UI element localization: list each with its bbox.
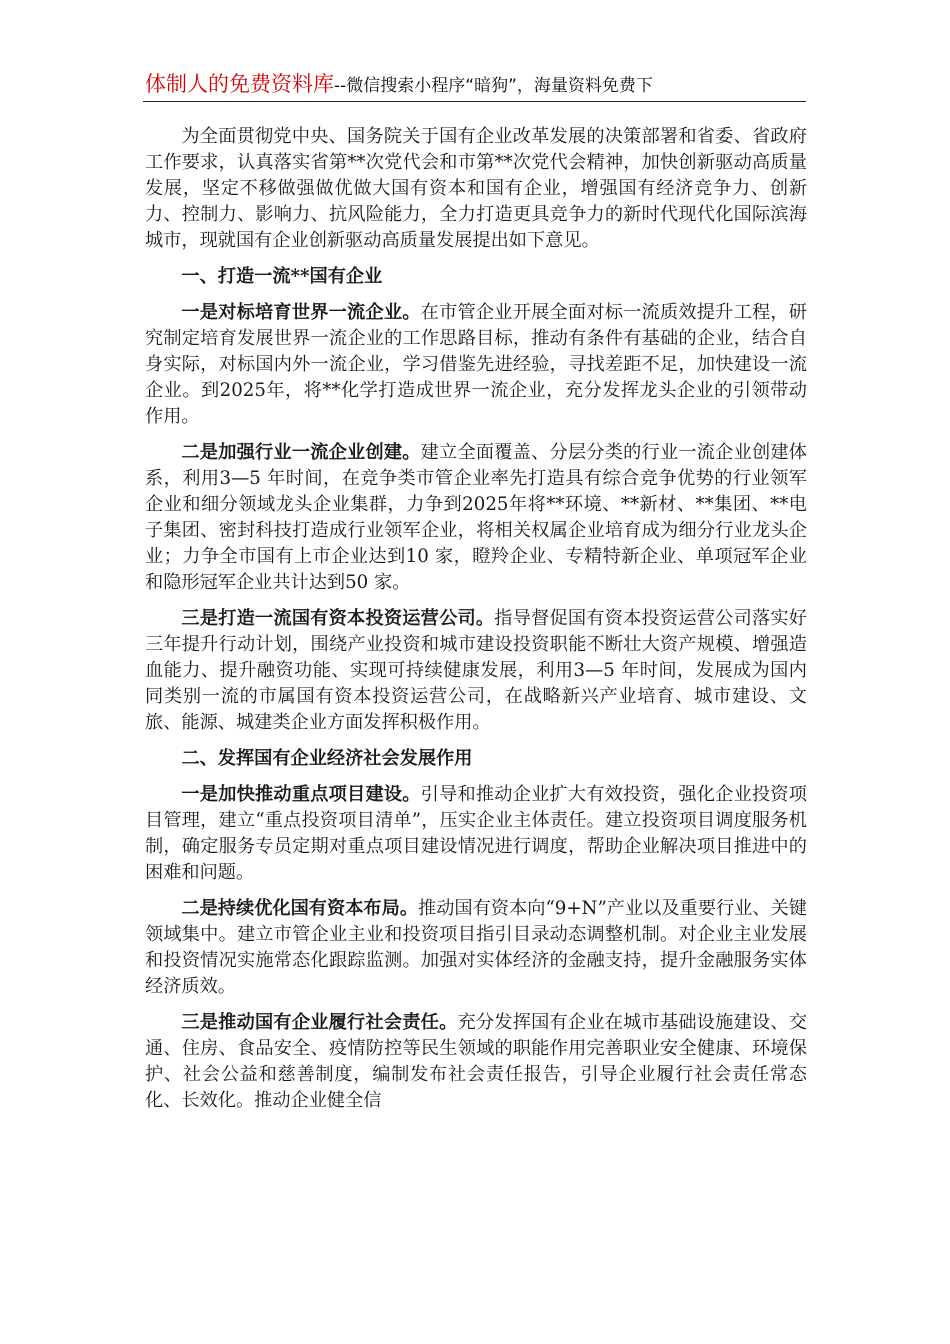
- section-item: [145, 440, 807, 596]
- section-item: [145, 896, 807, 1000]
- item-text: 建立全面覆盖、分层分类的行业一流企业创建体系，利用3—5 年时间，在竞争类市管企业率先打造具有综合竞争优势的行业领军企业和细分领域龙头企业集群，力争到2025年将**环境、**新材、**集团、**电子集团、密封科技打造成行业领军企业，将相关权属企业培育成为细分行业龙头企业；力争全市国有上市企业达到10 家，瞪羚企业、专精特新企业、单项冠军企业和隐形冠军企业共计达到50 家。: [145, 442, 807, 593]
- item-lead: 三是推动国有企业履行社会责任。: [181, 1012, 458, 1033]
- item-lead: 二是加强行业一流企业创建。: [181, 442, 421, 463]
- header-slogan: --微信搜索小程序“暗狗”，海量资料免费下: [334, 76, 653, 96]
- section-heading: 二、发挥国有企业经济社会发展作用: [181, 748, 473, 769]
- item-lead: 二是持续优化国有资本布局。: [181, 898, 419, 919]
- header-divider: [143, 101, 806, 102]
- section-heading: 一、打造一流**国有企业: [181, 266, 383, 287]
- intro-paragraph: 为全面贯彻党中央、国务院关于国有企业改革发展的决策部署和省委、省政府工作要求，认真落实省第**次党代会和市第**次党代会精神，加快创新驱动高质量发展，坚定不移做强做优做大国有资本和国有企业，增强国有经济竞争力、创新力、控制力、影响力、抗风险能力，全力打造更具竞争力的新时代现代化国际滨海城市，现就国有企业创新驱动高质量发展提出如下意见。: [145, 126, 807, 251]
- section-item: [145, 300, 807, 430]
- header-brand: 体制人的免费资料库: [145, 72, 334, 96]
- item-text: 在市管企业开展全面对标一流质效提升工程，研究制定培育发展世界一流企业的工作思路目标，推动有条件有基础的企业，结合自身实际，对标国内外一流企业，学习借鉴先进经验，寻找差距不足，加快建设一流企业。到2025年，将**化学打造成世界一流企业，充分发挥龙头企业的引领带动作用。: [145, 302, 807, 427]
- section-item: [145, 1010, 807, 1114]
- page-header: [145, 68, 805, 98]
- item-lead: 三是打造一流国有资本投资运营公司。: [181, 608, 495, 629]
- section-item: [145, 782, 807, 886]
- item-text: 指导督促国有资本投资运营公司落实好三年提升行动计划，围绕产业投资和城市建设投资职能不断壮大资产规模、增强造血能力、提升融资功能、实现可持续健康发展，利用3—5 年时间，发展成为国内同类别一流的市属国有资本投资运营公司，在战略新兴产业培育、城市建设、文旅、能源、城建类企业方面发挥积极作用。: [145, 608, 807, 733]
- item-text: 引导和推动企业扩大有效投资，强化企业投资项目管理，建立“重点投资项目清单”，压实企业主体责任。建立投资项目调度服务机制，确定服务专员定期对重点项目建设情况进行调度，帮助企业解决项目推进中的困难和问题。: [145, 784, 807, 883]
- item-text: 充分发挥国有企业在城市基础设施建设、交通、住房、食品安全、疫情防控等民生领域的职能作用完善职业安全健康、环境保护、社会公益和慈善制度，编制发布社会责任报告，引导企业履行社会责任常态化、长效化。推动企业健全信: [145, 1012, 807, 1111]
- item-text: 推动国有资本向“9+N”产业以及重要行业、关键领域集中。建立市管企业主业和投资项目指引目录动态调整机制。对企业主业发展和投资情况实施常态化跟踪监测。加强对实体经济的金融支持，提升金融服务实体经济质效。: [145, 898, 807, 997]
- item-lead: 一是加快推动重点项目建设。: [181, 784, 421, 805]
- document-body: [145, 124, 807, 1124]
- section-item: [145, 606, 807, 736]
- item-lead: 一是对标培育世界一流企业。: [181, 302, 421, 323]
